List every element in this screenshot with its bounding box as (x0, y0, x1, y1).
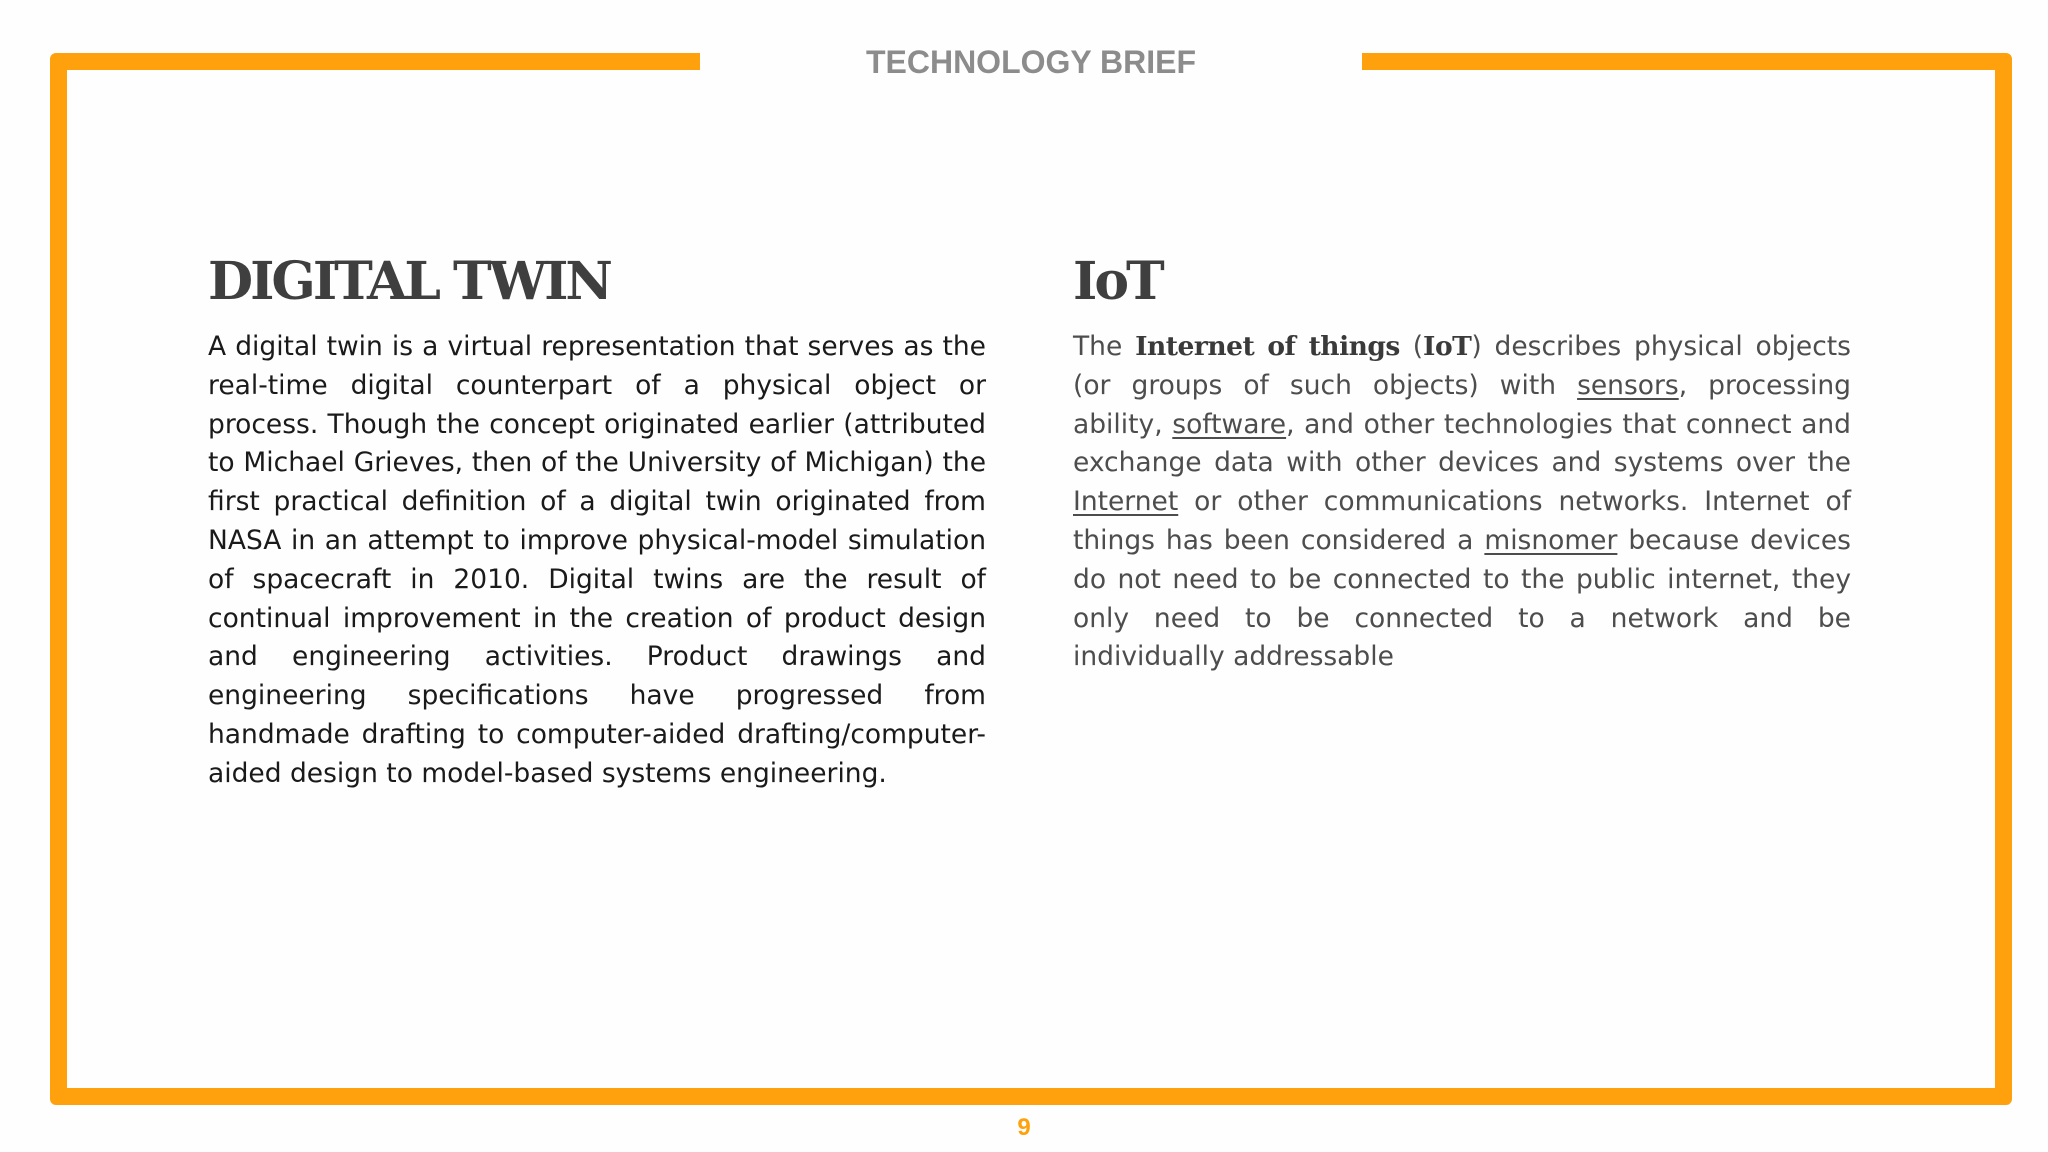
iot-paren-open: ( (1399, 331, 1424, 362)
digital-twin-body: A digital twin is a virtual representation that serves as the real-time digital counterpart of a physical object or process. Though the concept originated earlier (attributed to Michael Grieves, then of the University of Michigan) the first practical definition of a digital twin originated from NASA in an attempt to improve physical-model simulation of spacecraft in 2010. Digital twins are the result of continual improvement in the creation of product design and engineering activities. Product drawings and engineering specifications have progressed from handmade drafting to computer-aided drafting/computer-aided design to model-based systems engineering. (208, 331, 986, 789)
internet-link[interactable]: Internet (1073, 486, 1179, 518)
header-title: TECHNOLOGY BRIEF (865, 44, 1197, 80)
iot-abbr: IoT (1423, 331, 1472, 362)
misnomer-link[interactable]: misnomer (1484, 524, 1618, 556)
iot-text-3: , and other technologies that connect and exchange data with other devices and systems over the (1073, 408, 1851, 479)
iot-term: Internet of things (1135, 331, 1400, 362)
iot-text-4: or other communications networks. Internet of things has been considered a (1073, 486, 1851, 556)
sensors-link[interactable]: sensors (1577, 369, 1679, 401)
digital-twin-section (208, 250, 986, 794)
software-link[interactable]: software (1172, 408, 1287, 440)
iot-title: IoT (1073, 251, 1162, 312)
iot-body (1073, 328, 1851, 677)
digital-twin-title: DIGITAL TWIN (208, 251, 610, 312)
iot-intro: The (1073, 331, 1136, 362)
iot-text-2: , processing ability, (1073, 369, 1851, 440)
iot-text-1: ) describes physical objects (or groups of such objects) with (1073, 331, 1851, 401)
iot-text-5: because devices do not need to be connected to the public internet, they only need to be connected to a network and be individually addressable (1073, 524, 1851, 673)
iot-section (1073, 250, 1851, 677)
page-number: 9 (1017, 1114, 1031, 1141)
